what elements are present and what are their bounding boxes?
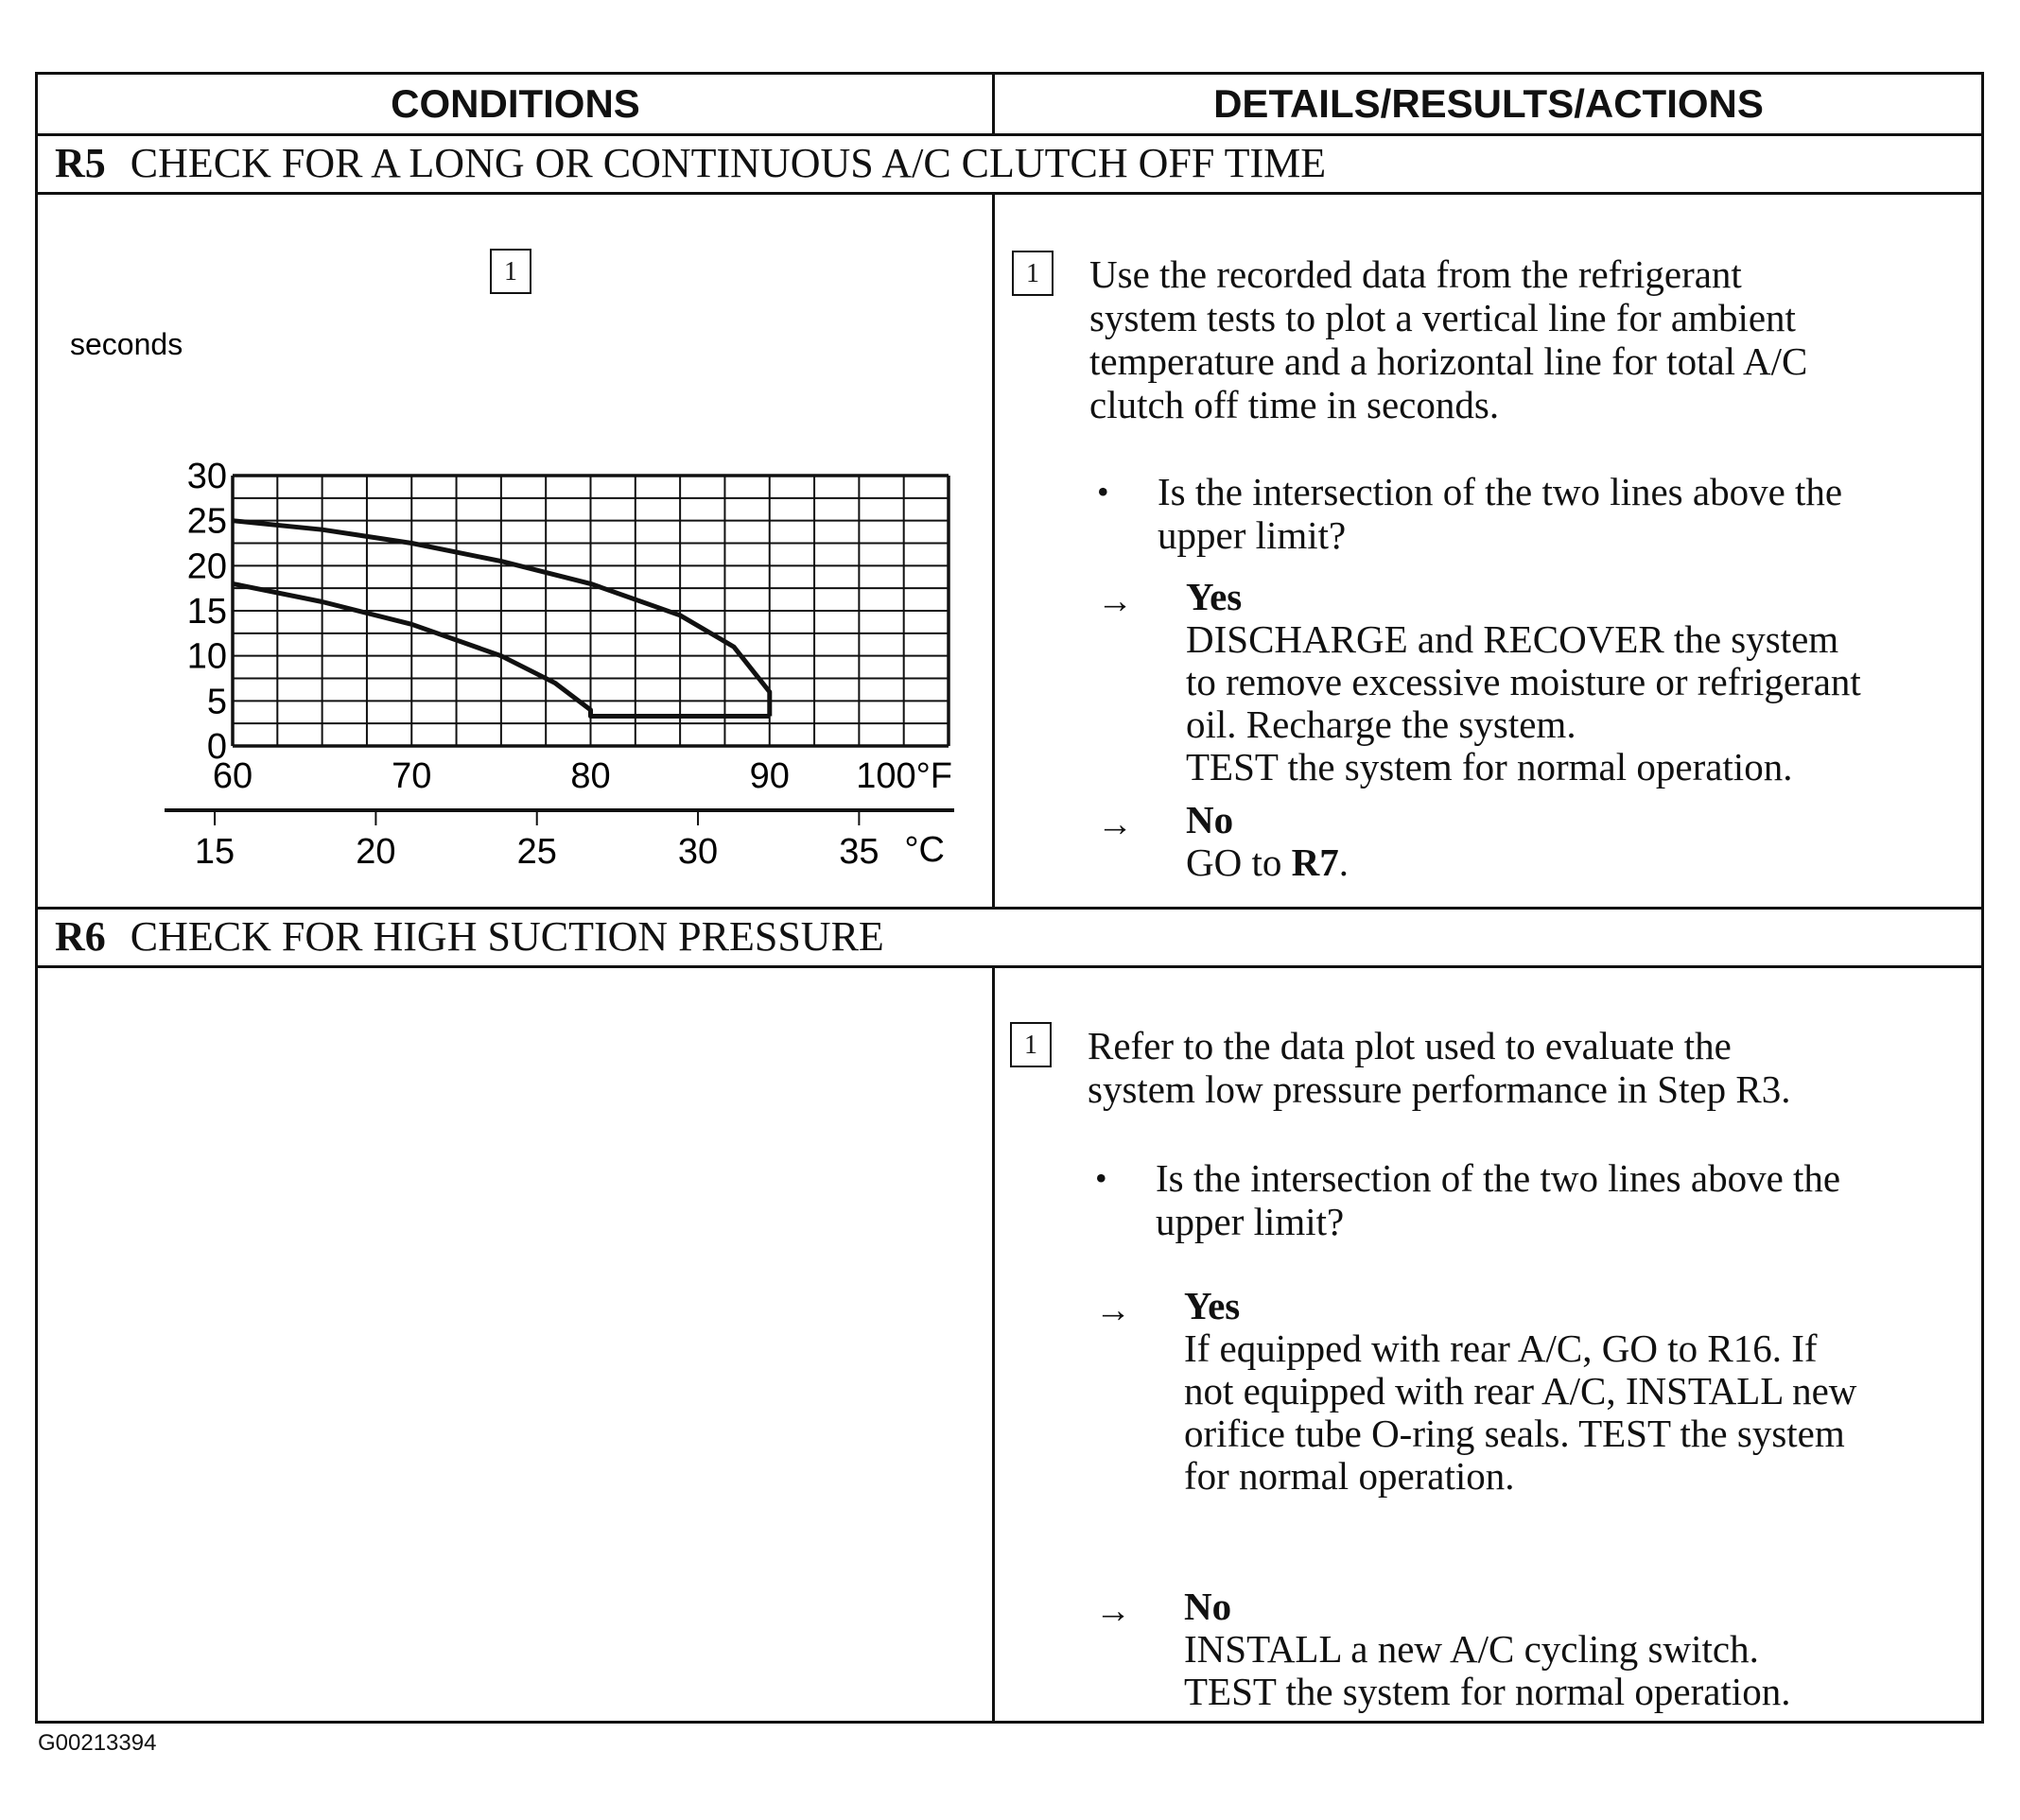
r6-question	[1156, 1156, 1840, 1243]
x-tick-label-fahrenheit: 60	[212, 756, 253, 796]
r5-title-divider	[38, 192, 1981, 195]
r5-no-label: No	[1186, 798, 1234, 841]
x-tick-label-celsius: 25	[516, 832, 557, 872]
x-tick-label-celsius: 20	[356, 832, 396, 872]
r6-no-line: INSTALL a new A/C cycling switch.	[1184, 1627, 1759, 1671]
r6-instruction	[1088, 1024, 1791, 1111]
conditions-column-header: CONDITIONS	[391, 81, 640, 126]
r5-instruction-line: temperature and a horizontal line for total A/C	[1089, 339, 1808, 383]
celsius-unit-label: °C	[904, 830, 945, 870]
x-tick-label-fahrenheit: 80	[570, 756, 611, 796]
details-column-header: DETAILS/RESULTS/ACTIONS	[1213, 81, 1764, 126]
r5-no-prefix: GO to	[1186, 841, 1292, 884]
x-tick-label-celsius: 15	[194, 832, 235, 872]
r6-yes-line: not equipped with rear A/C, INSTALL new	[1184, 1369, 1857, 1413]
r5-yes-arrow: →	[1097, 581, 1133, 621]
r5-section-title	[55, 135, 1326, 192]
r6-no-answer	[1184, 1586, 1790, 1713]
r5-no-suffix: .	[1338, 841, 1349, 884]
y-tick-label: 0	[206, 727, 227, 767]
r6-step-id: R6	[55, 913, 106, 960]
r6-yes-line: If equipped with rear A/C, GO to R16. If	[1184, 1326, 1818, 1370]
r6-title-text: CHECK FOR HIGH SUCTION PRESSURE	[130, 913, 884, 960]
r6-instruction-line: Refer to the data plot used to evaluate the	[1088, 1024, 1732, 1067]
r5-instruction	[1089, 252, 1807, 426]
x-tick-label-fahrenheit: 90	[749, 756, 790, 796]
r5-instruction-line: clutch off time in seconds.	[1089, 383, 1500, 426]
r5-step-id: R5	[55, 140, 106, 186]
chart-grid	[233, 476, 949, 746]
r5-yes-label: Yes	[1186, 575, 1243, 618]
r6-instruction-line: system low pressure performance in Step R3.	[1088, 1067, 1791, 1111]
y-tick-label: 25	[186, 501, 227, 542]
r5-yes-line: DISCHARGE and RECOVER the system	[1186, 617, 1839, 661]
x-tick-label-celsius: 30	[677, 832, 719, 872]
r5-step-marker: 1	[1012, 251, 1054, 296]
chart-ticks	[165, 457, 954, 872]
procedure-table	[35, 72, 1984, 1724]
y-axis-label: seconds	[70, 330, 183, 361]
y-tick-label: 30	[186, 457, 227, 496]
figure-code: G00213394	[38, 1730, 157, 1756]
r5-yes-line: to remove excessive moisture or refrigerant	[1186, 660, 1861, 703]
r6-yes-answer	[1184, 1285, 1856, 1498]
r6-title-divider	[38, 965, 1981, 968]
r5-question-line: upper limit?	[1158, 513, 1347, 557]
y-tick-label: 10	[186, 636, 227, 677]
r6-yes-label: Yes	[1184, 1284, 1241, 1327]
r6-column-divider	[992, 965, 995, 1724]
r6-no-arrow: →	[1095, 1591, 1131, 1631]
x-tick-label-fahrenheit: 70	[392, 756, 432, 796]
r6-question-line: upper limit?	[1156, 1200, 1345, 1243]
r5-figure-step-marker: 1	[490, 249, 531, 294]
r5-yes-line: oil. Recharge the system.	[1186, 702, 1576, 746]
r5-question	[1158, 470, 1842, 557]
r6-question-line: Is the intersection of the two lines above the	[1156, 1156, 1841, 1200]
r5-no-target-step[interactable]: R7	[1291, 841, 1339, 884]
r6-no-label: No	[1184, 1585, 1232, 1628]
header-column-divider	[992, 75, 995, 133]
r6-no-line: TEST the system for normal operation.	[1184, 1670, 1791, 1713]
y-tick-label: 20	[186, 546, 227, 587]
r5-no-answer	[1186, 799, 1349, 884]
r5-column-divider	[992, 192, 995, 907]
x-tick-label-celsius: 35	[839, 832, 879, 872]
r6-yes-line: for normal operation.	[1184, 1454, 1515, 1498]
r5-instruction-line: system tests to plot a vertical line for ambient	[1089, 296, 1796, 339]
r5-title-text: CHECK FOR A LONG OR CONTINUOUS A/C CLUTCH OFF TIME	[130, 140, 1327, 186]
r5-instruction-line: Use the recorded data from the refrigerant	[1089, 252, 1742, 296]
r6-yes-line: orifice tube O-ring seals. TEST the system	[1184, 1412, 1845, 1455]
y-tick-label: 15	[186, 592, 227, 632]
r6-step-marker: 1	[1010, 1022, 1052, 1067]
r5-question-line: Is the intersection of the two lines above the	[1158, 470, 1843, 513]
clutch-off-time-chart	[57, 330, 984, 878]
r5-no-arrow: →	[1097, 805, 1133, 844]
r5-yes-answer	[1186, 576, 1861, 789]
y-tick-label: 5	[206, 682, 227, 722]
x-tick-label-fahrenheit: 100°F	[856, 756, 952, 796]
r6-question-bullet: •	[1095, 1159, 1107, 1197]
r5-no-line	[1186, 841, 1349, 884]
r5-yes-line: TEST the system for normal operation.	[1186, 745, 1793, 789]
r6-section-title	[55, 909, 884, 965]
r6-yes-arrow: →	[1095, 1291, 1131, 1330]
r5-question-bullet: •	[1097, 473, 1109, 511]
